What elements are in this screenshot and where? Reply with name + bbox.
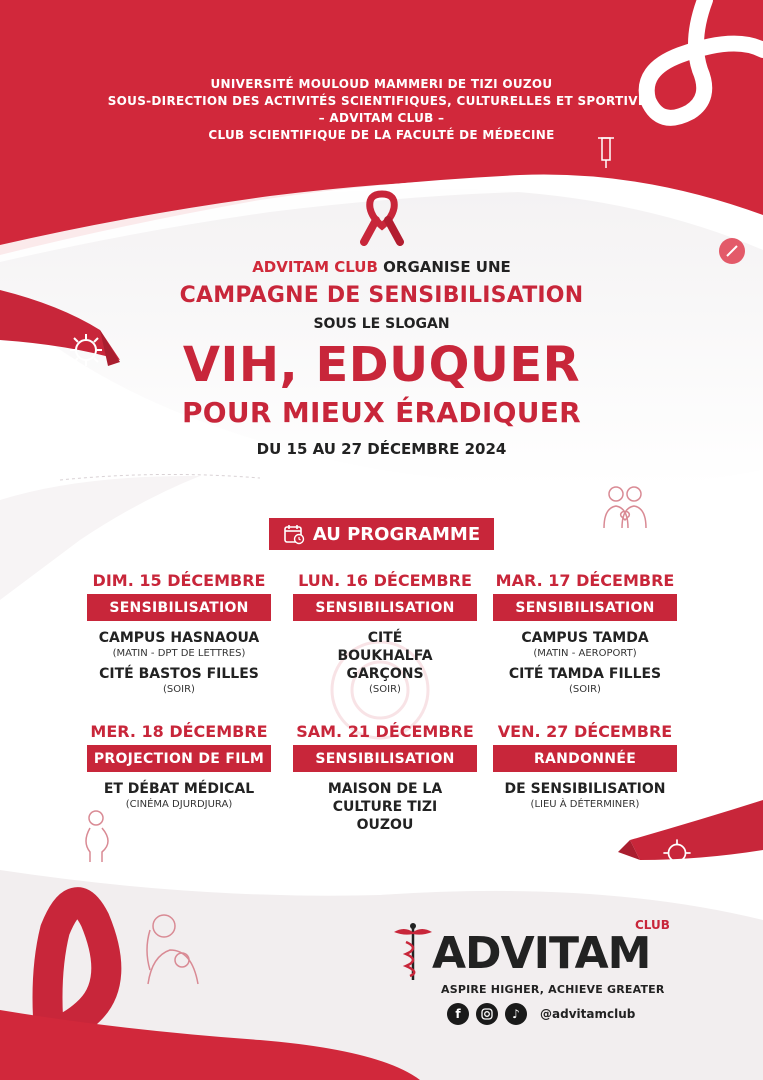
location: CAMPUS TAMDA xyxy=(521,630,649,646)
logo-club: CLUB xyxy=(635,918,670,932)
logo-tagline: ASPIRE HIGHER, ACHIEVE GREATER xyxy=(441,983,665,996)
facebook-icon[interactable]: f xyxy=(447,1003,469,1025)
location-note: (MATIN - DPT DE LETTRES) xyxy=(112,648,246,659)
awareness-ribbon-icon xyxy=(360,190,404,246)
activity-badge: SENSIBILISATION xyxy=(493,594,677,621)
day-date: DIM. 15 DÉCEMBRE xyxy=(92,571,266,590)
activity-badge: PROJECTION DE FILM xyxy=(87,745,271,772)
campaign-title: CAMPAGNE DE SENSIBILISATION xyxy=(179,283,584,308)
day-card-2 xyxy=(290,571,480,701)
location-note: (SOIR) xyxy=(369,684,401,695)
activity-badge: SENSIBILISATION xyxy=(87,594,271,621)
program-title-box xyxy=(269,518,494,550)
social-links xyxy=(447,1003,635,1025)
instagram-icon[interactable] xyxy=(476,1003,498,1025)
day-card-1 xyxy=(84,571,274,701)
pregnant-woman-icon xyxy=(76,808,116,864)
day-card-5 xyxy=(290,722,480,834)
location: CITÉ BOUKHALFA GARÇONS xyxy=(337,630,433,682)
campaign-dates: DU 15 AU 27 DÉCEMBRE 2024 xyxy=(256,440,507,458)
location-note: (LIEU À DÉTERMINER) xyxy=(530,799,640,810)
location-note: (CINÉMA DJURDJURA) xyxy=(125,799,233,810)
syringe-icon xyxy=(594,136,618,170)
location-note: (SOIR) xyxy=(569,684,601,695)
activity-badge: SENSIBILISATION xyxy=(293,745,477,772)
caduceus-icon xyxy=(392,922,434,982)
slogan-line-1: VIH, EDUQUER xyxy=(182,337,581,393)
location: CITÉ BASTOS FILLES xyxy=(99,666,259,682)
club-name: ADVITAM CLUB xyxy=(252,258,378,276)
day-date: MER. 18 DÉCEMBRE xyxy=(90,722,268,741)
mother-child-icon xyxy=(140,910,204,986)
day-card-3 xyxy=(490,571,680,701)
header-block xyxy=(0,76,763,144)
day-date: LUN. 16 DÉCEMBRE xyxy=(298,571,472,590)
program-title: AU PROGRAMME xyxy=(312,523,481,545)
social-handle[interactable]: @advitamclub xyxy=(540,1007,636,1021)
virus-icon xyxy=(660,836,694,870)
header-club: – ADVITAM CLUB – xyxy=(318,111,445,125)
day-card-4 xyxy=(84,722,274,816)
location-note: (MATIN - AEROPORT) xyxy=(533,648,637,659)
calendar-icon xyxy=(283,523,305,545)
header-faculty: CLUB SCIENTIFIQUE DE LA FACULTÉ DE MÉDECINE xyxy=(208,128,555,142)
day-card-6 xyxy=(490,722,680,816)
location: MAISON DE LA CULTURE TIZI OUZOU xyxy=(327,781,443,833)
day-date: MAR. 17 DÉCEMBRE xyxy=(495,571,675,590)
activity-badge: SENSIBILISATION xyxy=(293,594,477,621)
family-icon xyxy=(600,482,650,532)
slogan-intro: SOUS LE SLOGAN xyxy=(313,316,450,332)
day-date: SAM. 21 DÉCEMBRE xyxy=(296,722,474,741)
day-date: VEN. 27 DÉCEMBRE xyxy=(497,722,673,741)
location: CITÉ TAMDA FILLES xyxy=(508,666,662,682)
location: ET DÉBAT MÉDICAL xyxy=(103,781,255,797)
location: CAMPUS HASNAOUA xyxy=(98,630,260,646)
header-subdirection: SOUS-DIRECTION DES ACTIVITÉS SCIENTIFIQUES, CULTURELLES ET SPORTIVES xyxy=(107,94,656,108)
header-university: UNIVERSITÉ MOULOUD MAMMERI DE TIZI OUZOU xyxy=(210,77,553,91)
intro-line xyxy=(0,258,763,276)
logo-wordmark: ADVITAM xyxy=(432,928,651,979)
tiktok-icon[interactable]: ♪ xyxy=(505,1003,527,1025)
location-note: (SOIR) xyxy=(163,684,195,695)
slogan-line-2: POUR MIEUX ÉRADIQUER xyxy=(181,396,582,429)
location: DE SENSIBILISATION xyxy=(504,781,666,797)
organise-text: ORGANISE UNE xyxy=(377,258,511,276)
activity-badge: RANDONNÉE xyxy=(493,745,677,772)
